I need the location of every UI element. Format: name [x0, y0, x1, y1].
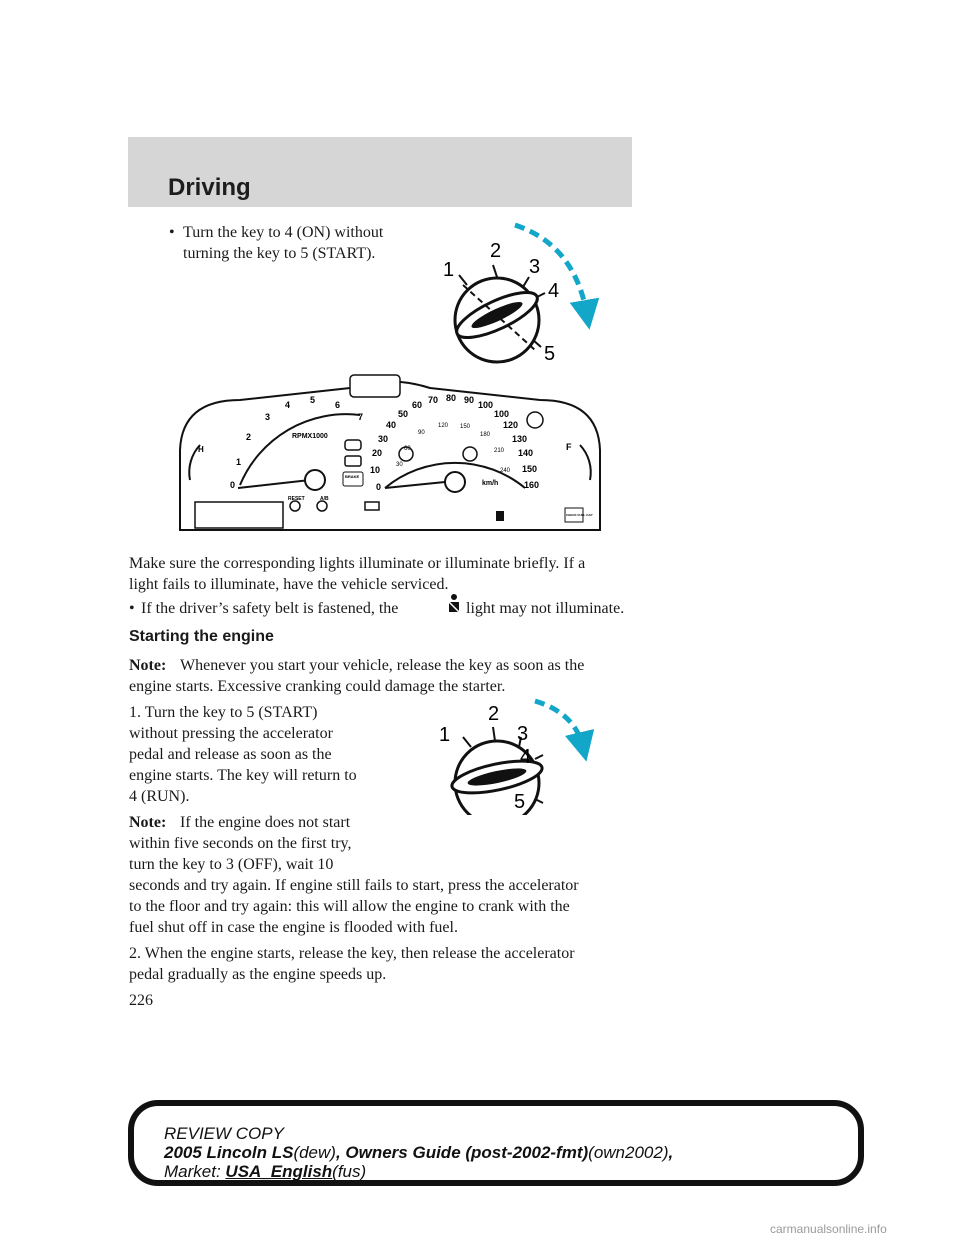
speed-30: 30 [378, 434, 389, 444]
speed-0: 0 [376, 482, 382, 492]
battery-icon [365, 502, 379, 510]
step1-line3: pedal and release as soon as the [129, 746, 332, 763]
step1-line2: without pressing the accelerator [129, 725, 333, 742]
ignition-diagram-on [425, 215, 605, 370]
bullet-marker: • [169, 224, 175, 241]
kmh-label: km/h [482, 480, 499, 487]
tach-label-2: 2 [246, 432, 252, 442]
speed-100b: 100 [494, 409, 510, 419]
footer-model: 2005 Lincoln LS [164, 1143, 294, 1162]
tach-label-0: 0 [230, 480, 236, 490]
position-label-3: 3 [529, 256, 541, 278]
speed-90: 90 [464, 395, 475, 405]
step1-line4: engine starts. The key will return to [129, 767, 357, 784]
brake-label: BRAKE [345, 474, 360, 479]
fuel-full-label: F [566, 442, 572, 452]
tach-label-4: 4 [285, 400, 291, 410]
seatbelt-icon [446, 594, 462, 614]
bullet-text-line1: Turn the key to 4 (ON) without [183, 224, 384, 241]
footer-market-code: (fus) [332, 1162, 367, 1181]
footer-line2 [164, 1143, 673, 1163]
footer-model-code: (dew) [293, 1143, 336, 1162]
note2-line4: to the floor and try again: this will allow the engine to crank with the [129, 898, 570, 915]
watermark: carmanualsonline.info [770, 1222, 887, 1236]
note-label: Note: [129, 657, 167, 674]
tach-label-3: 3 [265, 412, 271, 422]
seatbelt-note-before: If the driver’s safety belt is fastened, the [141, 600, 399, 617]
page-title: Driving [168, 174, 251, 201]
position-label-3: 3 [517, 723, 529, 745]
note2-line5: fuel shut off in case the engine is flooded with fuel. [129, 919, 458, 936]
footer-guide-code: (own2002) [588, 1143, 669, 1162]
speed-150: 150 [522, 464, 538, 474]
tach-unit: RPMX1000 [292, 433, 328, 440]
note2-line1: within five seconds on the first try, [129, 835, 352, 852]
kmh-60: 60 [404, 446, 411, 452]
kmh-150: 150 [460, 424, 471, 430]
note-line1: Whenever you start your vehicle, release the key as soon as the [180, 657, 585, 674]
kmh-120: 120 [438, 423, 449, 429]
kmh-180: 180 [480, 432, 491, 438]
tach-label-5: 5 [310, 395, 316, 405]
position-label-1: 1 [439, 724, 451, 746]
position-label-1: 1 [443, 259, 455, 281]
low-fuel-icon [496, 511, 504, 521]
footer-market-label: Market: [164, 1162, 221, 1181]
kmh-210: 210 [494, 448, 505, 454]
tach-label-6: 6 [335, 400, 341, 410]
bullet-marker: • [129, 600, 135, 617]
ab-label: A/B [320, 496, 329, 502]
step1-line5: 4 (RUN). [129, 788, 190, 805]
speed-70: 70 [428, 395, 439, 405]
position-label-2: 2 [490, 240, 502, 262]
speed-50: 50 [398, 409, 409, 419]
odometer-display [195, 502, 283, 528]
note2-line2: turn the key to 3 (OFF), wait 10 [129, 856, 334, 873]
step1-line1: 1. Turn the key to 5 (START) [129, 704, 318, 721]
speed-10: 10 [370, 465, 381, 475]
reset-label: RESET [288, 496, 305, 502]
footer-comma: , [668, 1143, 674, 1162]
kmh-240: 240 [500, 468, 511, 474]
instrument-cluster [170, 370, 610, 540]
position-label-5: 5 [514, 791, 526, 813]
speed-140: 140 [518, 448, 534, 458]
note2-label: Note: [129, 814, 167, 831]
speed-100a: 100 [478, 400, 494, 410]
check-fuel-cap-label: CHECK FUEL CAP [566, 513, 593, 517]
step2-line1: 2. When the engine starts, release the key, then release the accelerator [129, 945, 575, 962]
speed-20: 20 [372, 448, 383, 458]
seatbelt-note-after: light may not illuminate. [466, 600, 625, 617]
note2-line3: seconds and try again. If engine still fails to start, press the accelerator [129, 877, 579, 894]
tach-label-1: 1 [236, 457, 242, 467]
speed-80: 80 [446, 393, 457, 403]
speed-120: 120 [503, 420, 519, 430]
footer-market: USA_English [225, 1162, 333, 1181]
note2-first: If the engine does not start [180, 814, 351, 831]
speed-60: 60 [412, 400, 423, 410]
bullet-text-line2: turning the key to 5 (START). [183, 245, 376, 262]
headlamp-icon [345, 456, 361, 466]
position-label-5: 5 [544, 343, 556, 365]
para-line2: light fails to illuminate, have the vehicle serviced. [129, 576, 449, 593]
page-number: 226 [129, 992, 153, 1009]
section-heading: Starting the engine [129, 628, 274, 645]
note-line2: engine starts. Excessive cranking could damage the starter. [129, 678, 506, 695]
kmh-90: 90 [418, 430, 425, 436]
position-label-4: 4 [520, 746, 532, 768]
position-label-4: 4 [548, 280, 560, 302]
para-line1: Make sure the corresponding lights illuminate or illuminate briefly. If a [129, 555, 586, 572]
ignition-diagram-start [425, 695, 605, 815]
kmh-30: 30 [396, 462, 403, 468]
speed-40: 40 [386, 420, 397, 430]
speed-160: 160 [524, 480, 540, 490]
position-label-2: 2 [488, 703, 500, 725]
step2-line2: pedal gradually as the engine speeds up. [129, 966, 387, 983]
temp-hot-label: H [198, 445, 204, 454]
footer-line3 [164, 1162, 366, 1182]
footer-line1: REVIEW COPY [164, 1124, 284, 1143]
footer-guide: , Owners Guide (post-2002-fmt) [335, 1143, 589, 1162]
check-engine-icon [345, 440, 361, 450]
speed-130: 130 [512, 434, 528, 444]
tach-label-7: 7 [358, 412, 364, 422]
